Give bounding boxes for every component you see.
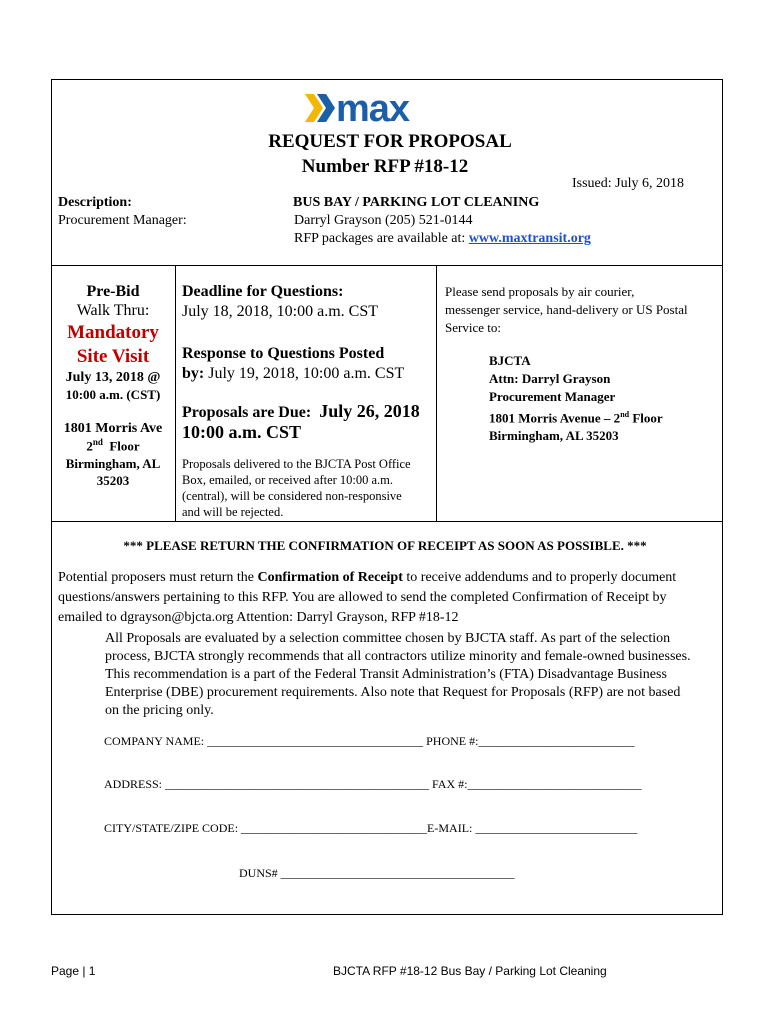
response-label: Response to Questions Posted <box>182 345 385 362</box>
issued-date: Issued: July 6, 2018 <box>572 176 684 191</box>
walkthru-zip: 35203 <box>96 473 130 488</box>
warning-line-2: Box, emailed, or received after 10:00 a.m. <box>182 473 394 487</box>
walkthru-date: July 13, 2018 @ <box>65 370 161 385</box>
response-date: July 19, 2018, 10:00 a.m. CST <box>208 365 405 382</box>
send-org: BJCTA <box>489 353 531 368</box>
site-visit-text: Site Visit <box>76 346 150 367</box>
send-line-2: messenger service, hand-delivery or US Postal <box>445 302 688 317</box>
walkthru-time: 10:00 a.m. (CST) <box>65 387 161 402</box>
send-line-3: Service to: <box>445 320 501 335</box>
page-number: Page | 1 <box>51 964 96 978</box>
late-warning <box>182 456 411 520</box>
floor-word: Floor <box>109 438 140 454</box>
description-value: BUS BAY / PARKING LOT CLEANING <box>293 195 540 210</box>
send-line-1: Please send proposals by air courier, <box>445 284 635 299</box>
walkthru-line2: Walk Thru: <box>76 302 150 319</box>
walkthru-city: Birmingham, AL <box>65 456 161 471</box>
send-street: 1801 Morris Avenue – 2nd Floor <box>489 410 663 426</box>
confirmation-paragraph: Potential proposers must return the Confirmation of Receipt to receive addendums and to properly document questions/answers pertaining to this RFP. You are allowed to send the completed Confirmation of Receipt by emailed to dgrayson@bjcta.org Attention: Darryl Grayson, RFP #18-12 <box>58 570 677 625</box>
due-time: 10:00 a.m. CST <box>182 422 302 442</box>
warning-line-4: and will be rejected. <box>182 505 284 519</box>
duns-field[interactable]: DUNS# _______________________________________ <box>239 866 515 880</box>
page-title: REQUEST FOR PROPOSAL <box>268 131 512 152</box>
questions-label: Deadline for Questions: <box>182 283 344 300</box>
send-address <box>489 352 663 445</box>
city-email-field[interactable]: CITY/STATE/ZIPE CODE: _______________________________E-MAIL: ___________________________ <box>104 821 638 835</box>
manager-value: Darryl Grayson (205) 521-0144 <box>294 213 473 228</box>
company-phone-field[interactable]: COMPANY NAME: ____________________________________ PHONE #:__________________________ <box>104 734 635 748</box>
response-by: by: <box>182 365 205 382</box>
box-bottom-border <box>51 521 723 522</box>
send-role: Procurement Manager <box>489 389 616 404</box>
description-label: Description: <box>58 195 132 210</box>
column-divider-1 <box>175 265 176 521</box>
footer-doc-title: BJCTA RFP #18-12 Bus Bay / Parking Lot Cleaning <box>333 964 607 978</box>
evaluation-paragraph: All Proposals are evaluated by a selection committee chosen by BJCTA staff. As part of the selection process, BJCTA strongly recommends that all contractors utilize minority and female-owned businesses. This recommendation is a part of the Federal Transit Administration’s (FTA) Disadvantage Business Enterprise (DBE) procurement requirements. Also note that Request for Proposals (RFP) are not based on the pricing only. <box>105 631 691 718</box>
walkthru-address: 1801 Morris Ave <box>63 421 163 436</box>
walkthru-floor <box>52 437 174 454</box>
confirmation-bold: Confirmation of Receipt <box>257 570 403 585</box>
website-link[interactable]: www.maxtransit.org <box>468 231 591 246</box>
response-date-line <box>182 365 404 383</box>
max-logo <box>305 88 440 128</box>
due-line <box>182 401 420 422</box>
return-notice: *** PLEASE RETURN THE CONFIRMATION OF RECEIPT AS SOON AS POSSIBLE. *** <box>123 538 647 553</box>
due-label: Proposals are Due: <box>182 404 312 421</box>
rfp-number: Number RFP #18-12 <box>301 156 469 177</box>
walkthru-line1: Pre-Bid <box>86 283 140 300</box>
manager-label: Procurement Manager: <box>58 213 187 228</box>
packages-text: RFP packages are available at: <box>294 231 466 246</box>
questions-date: July 18, 2018, 10:00 a.m. CST <box>182 303 379 320</box>
warning-line-1: Proposals delivered to the BJCTA Post Office <box>182 457 411 471</box>
box-top-border <box>51 265 723 266</box>
warning-line-3: (central), will be considered non-responsive <box>182 489 402 503</box>
mandatory-text: Mandatory <box>67 322 159 343</box>
packages-line <box>294 231 591 247</box>
due-date: July 26, 2018 <box>319 401 420 421</box>
send-attn: Attn: Darryl Grayson <box>489 371 611 386</box>
floor-number: 2 <box>86 438 93 454</box>
logo-text: max <box>336 88 410 128</box>
column-divider-2 <box>436 265 437 521</box>
address-fax-field[interactable]: ADDRESS: ____________________________________________ FAX #:_____________________________ <box>104 777 642 791</box>
send-instructions <box>445 283 720 337</box>
floor-suffix: nd <box>92 437 103 447</box>
send-city: Birmingham, AL 35203 <box>489 428 619 444</box>
